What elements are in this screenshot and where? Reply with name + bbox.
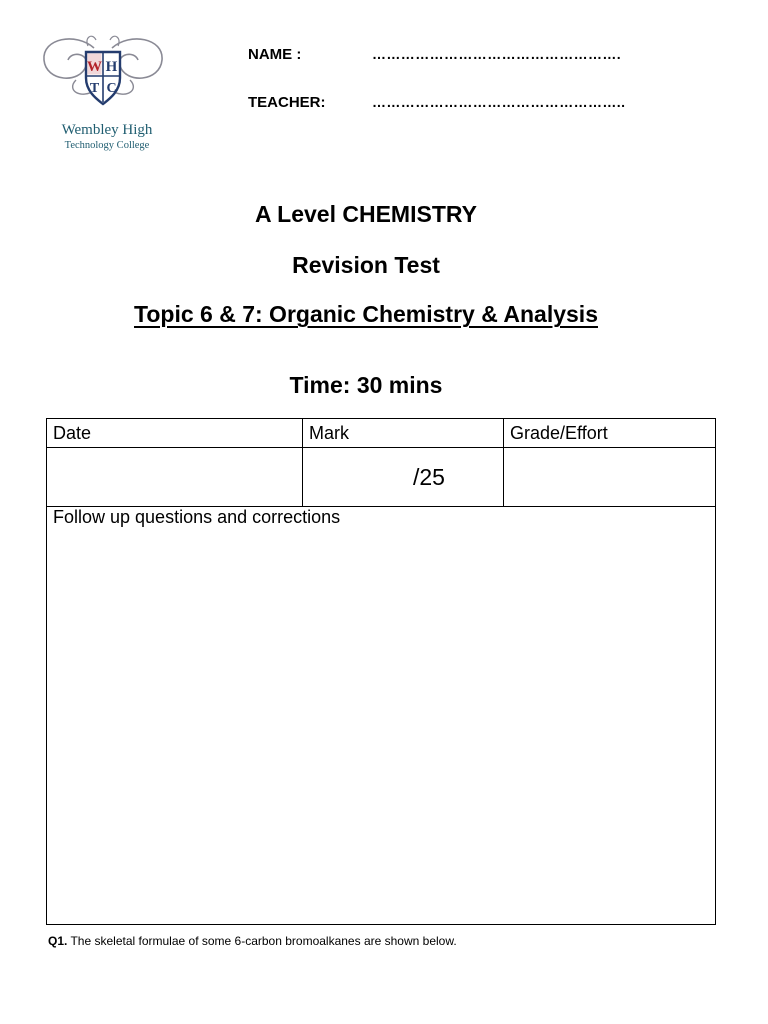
test-title: Revision Test [292, 252, 440, 278]
shield-letter-w: W [87, 59, 102, 75]
topic-title: Topic 6 & 7: Organic Chemistry & Analysis [134, 301, 598, 327]
mark-header: Mark [303, 419, 504, 448]
name-label: NAME : [248, 46, 302, 63]
question-1 [48, 934, 457, 948]
logo-school-subtitle: Technology College [64, 140, 150, 151]
grade-effort-cell [504, 448, 716, 507]
marks-table [46, 418, 716, 925]
shield-letter-t: T [89, 81, 100, 96]
teacher-label: TEACHER: [248, 94, 326, 111]
school-logo [36, 30, 170, 156]
follow-up-label: Follow up questions and corrections [47, 507, 716, 925]
table-value-row [47, 448, 716, 507]
table-header-row [47, 419, 716, 448]
mark-cell [303, 448, 504, 507]
course-title: A Level CHEMISTRY [255, 201, 477, 227]
mark-total: /25 [413, 464, 445, 490]
follow-up-row [47, 507, 716, 925]
question-text: The skeletal formulae of some 6-carbon bromoalkanes are shown below. [67, 934, 457, 948]
name-line: ……………………………………………. [372, 46, 622, 62]
logo-school-name: Wembley High [61, 122, 153, 138]
shield-letter-c: C [106, 81, 117, 96]
question-number: Q1. [48, 934, 68, 948]
grade-effort-header: Grade/Effort [504, 419, 716, 448]
crest-icon [36, 30, 170, 126]
time-allowed: Time: 30 mins [289, 372, 443, 398]
teacher-line: …………………………………………….. [372, 94, 626, 110]
date-header: Date [47, 419, 303, 448]
shield-letter-h: H [105, 59, 118, 75]
date-cell [47, 448, 303, 507]
